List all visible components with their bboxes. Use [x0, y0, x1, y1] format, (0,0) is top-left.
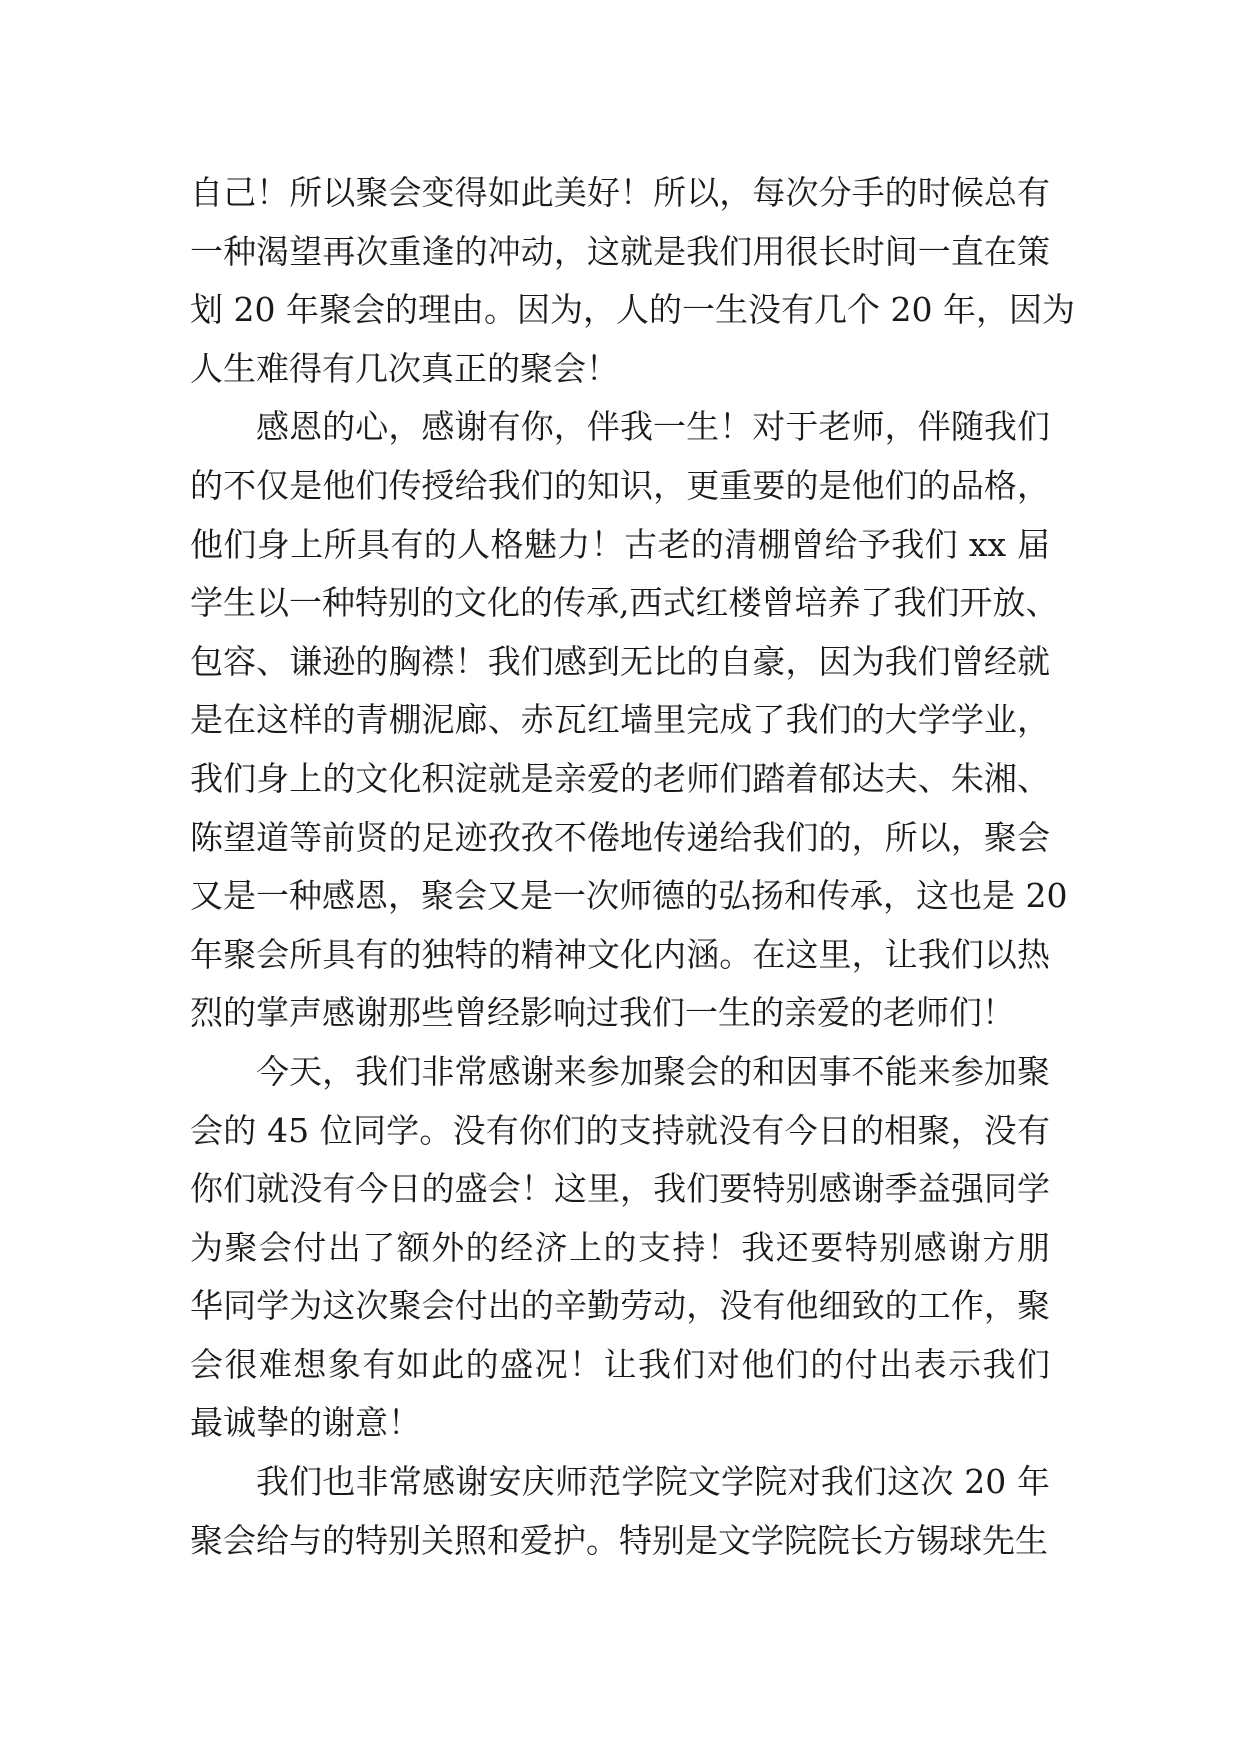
text-line: 会的 45 位同学。没有你们的支持就没有今日的相聚，没有: [190, 1110, 1050, 1150]
text-line: 我们身上的文化积淀就是亲爱的老师们踏着郁达夫、朱湘、: [190, 758, 1050, 798]
text-line: 是在这样的青棚泥廊、赤瓦红墙里完成了我们的大学学业，: [190, 700, 1050, 740]
text-line: 陈望道等前贤的足迹孜孜不倦地传递给我们的，所以，聚会: [190, 817, 1050, 857]
paragraph-end-line: 人生难得有几次真正的聚会！: [190, 348, 619, 388]
text-line: 划 20 年聚会的理由。因为，人的一生没有几个 20 年，因为: [190, 290, 1075, 330]
paragraph-end-line: 烈的掌声感谢那些曾经影响过我们一生的亲爱的老师们！: [190, 993, 1015, 1033]
text-line: 的不仅是他们传授给我们的知识，更重要的是他们的品格，: [190, 465, 1050, 505]
text-line: 华同学为这次聚会付出的辛勤劳动，没有他细致的工作，聚: [190, 1286, 1050, 1326]
text-line: 聚会给与的特别关照和爱护。特别是文学院院长方锡球先生: [190, 1520, 1048, 1560]
text-line: 又是一种感恩，聚会又是一次师德的弘扬和传承，这也是 20: [190, 876, 1068, 916]
paragraph-end-line: 最诚挚的谢意！: [190, 1403, 421, 1443]
text-line: 为聚会付出了额外的经济上的支持！我还要特别感谢方朋: [190, 1227, 1050, 1267]
text-line: 自己！所以聚会变得如此美好！所以，每次分手的时候总有: [190, 173, 1050, 212]
text-line: 他们身上所具有的人格魅力！古老的清棚曾给予我们 xx 届: [190, 524, 1050, 564]
text-line: 一种渴望再次重逢的冲动，这就是我们用很长时间一直在策: [190, 231, 1050, 271]
paragraph-start-line: 我们也非常感谢安庆师范学院文学院对我们这次 20 年: [256, 1462, 1050, 1502]
body-text: [190, 164, 1075, 1570]
text-line: 学生以一种特别的文化的传承,西式红楼曾培养了我们开放、: [190, 583, 1059, 623]
text-line: 会很难想象有如此的盛况！让我们对他们的付出表示我们: [190, 1344, 1050, 1384]
text-line: 年聚会所具有的独特的精神文化内涵。在这里，让我们以热: [190, 934, 1050, 974]
text-line: 你们就没有今日的盛会！这里，我们要特别感谢季益强同学: [190, 1169, 1050, 1209]
text-line: 包容、谦逊的胸襟！我们感到无比的自豪，因为我们曾经就: [190, 641, 1050, 681]
paragraph-start-line: 感恩的心，感谢有你，伴我一生！对于老师，伴随我们: [256, 407, 1050, 447]
paragraph-start-line: 今天，我们非常感谢来参加聚会的和因事不能来参加聚: [256, 1051, 1050, 1091]
